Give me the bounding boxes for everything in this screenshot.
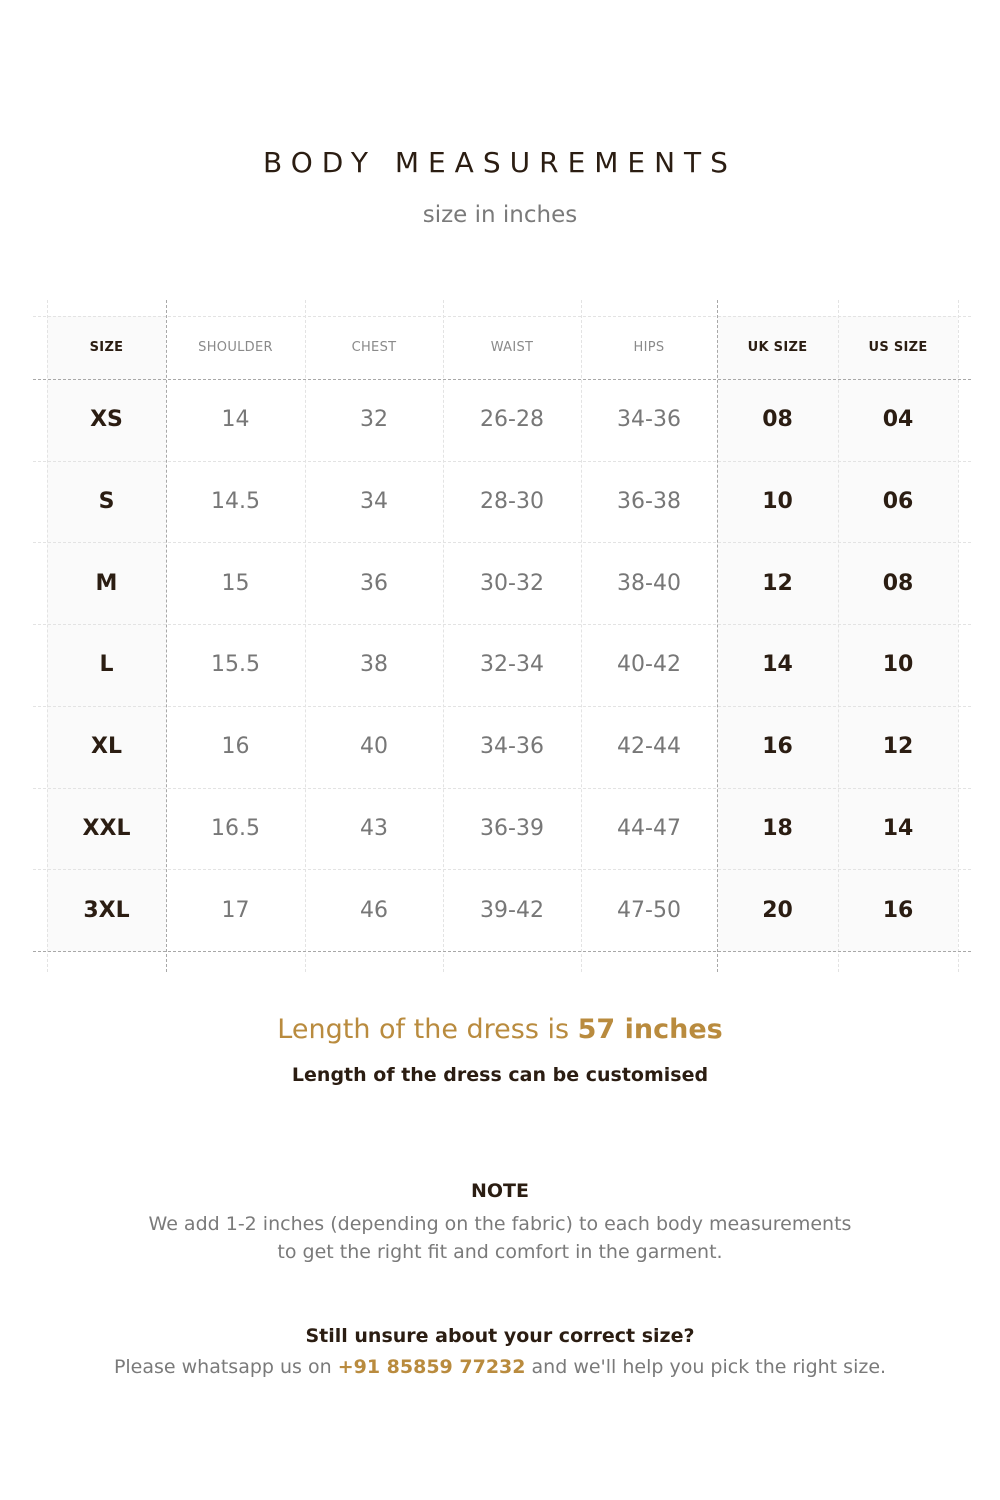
table-cell: M	[95, 570, 118, 596]
table-cell: 06	[882, 489, 914, 515]
table-cell: 16	[221, 734, 250, 760]
table-cell: 12	[882, 734, 914, 760]
whatsapp-contact-line	[0, 1356, 1000, 1378]
table-cell: 10	[762, 489, 793, 515]
table-cell: 14	[221, 407, 250, 433]
note-line-1: We add 1-2 inches (depending on the fabric) to each body measurements	[148, 1213, 852, 1235]
note-heading: NOTE	[471, 1180, 529, 1202]
table-cell: 44-47	[617, 815, 681, 841]
row-divider	[33, 951, 971, 952]
column-divider	[958, 300, 959, 972]
table-cell: 04	[882, 407, 914, 433]
table-cell: XL	[91, 734, 122, 760]
note-body	[0, 1210, 1000, 1266]
table-cell: L	[99, 652, 114, 678]
table-cell: 16.5	[211, 815, 260, 841]
whatsapp-suffix: and we'll help you pick the right size.	[525, 1356, 887, 1378]
table-cell: 38-40	[617, 570, 681, 596]
table-cell: 47-50	[617, 897, 681, 923]
table-cell: 34-36	[617, 407, 681, 433]
page-subtitle: size in inches	[422, 202, 578, 228]
note-line-2: to get the right fit and comfort in the garment.	[277, 1241, 723, 1263]
table-cell: 32-34	[480, 652, 544, 678]
table-cell: 40-42	[617, 652, 681, 678]
table-cell: 26-28	[480, 407, 544, 433]
column-header: US SIZE	[868, 340, 928, 355]
table-cell: XXL	[82, 815, 131, 841]
table-cell: 46	[360, 897, 388, 923]
page-title: BODY MEASUREMENTS	[263, 146, 737, 179]
dress-length-customisable-note: Length of the dress can be customised	[291, 1064, 709, 1086]
dress-length-value: 57 inches	[577, 1014, 723, 1045]
table-cell: 14.5	[211, 489, 260, 515]
size-help-question: Still unsure about your correct size?	[305, 1325, 695, 1347]
table-cell: 34	[360, 489, 388, 515]
column-header: SHOULDER	[198, 340, 273, 355]
table-cell: 12	[762, 570, 793, 596]
table-cell: 14	[762, 652, 793, 678]
table-cell: 15.5	[211, 652, 260, 678]
table-cell: 39-42	[480, 897, 544, 923]
table-cell: 30-32	[480, 570, 544, 596]
table-cell: 16	[882, 897, 914, 923]
table-cell: XS	[90, 407, 123, 433]
column-header: HIPS	[633, 340, 665, 355]
dress-length-line	[0, 1014, 1000, 1045]
dress-length-prefix: Length of the dress is	[277, 1014, 578, 1045]
table-cell: 15	[221, 570, 250, 596]
column-header: UK SIZE	[747, 340, 808, 355]
whatsapp-prefix: Please whatsapp us on	[113, 1356, 338, 1378]
table-cell: 20	[762, 897, 793, 923]
table-cell: 17	[221, 897, 250, 923]
table-cell: 3XL	[83, 897, 130, 923]
table-cell: 28-30	[480, 489, 544, 515]
table-cell: 36	[360, 570, 388, 596]
table-cell: 08	[882, 570, 914, 596]
table-cell: 40	[360, 734, 388, 760]
column-header: WAIST	[490, 340, 534, 355]
table-cell: 14	[882, 815, 914, 841]
table-cell: 16	[762, 734, 793, 760]
column-header: SIZE	[89, 340, 124, 355]
size-chart-table	[33, 300, 971, 972]
table-cell: S	[98, 489, 115, 515]
table-cell: 34-36	[480, 734, 544, 760]
table-cell: 38	[360, 652, 388, 678]
table-cell: 36-38	[617, 489, 681, 515]
column-header: CHEST	[351, 340, 397, 355]
table-cell: 43	[360, 815, 388, 841]
table-cell: 32	[360, 407, 388, 433]
whatsapp-phone-link[interactable]: +91 85859 77232	[337, 1356, 526, 1378]
table-cell: 42-44	[617, 734, 681, 760]
table-cell: 10	[882, 652, 914, 678]
table-cell: 36-39	[480, 815, 544, 841]
table-cell: 18	[762, 815, 793, 841]
table-cell: 08	[762, 407, 793, 433]
